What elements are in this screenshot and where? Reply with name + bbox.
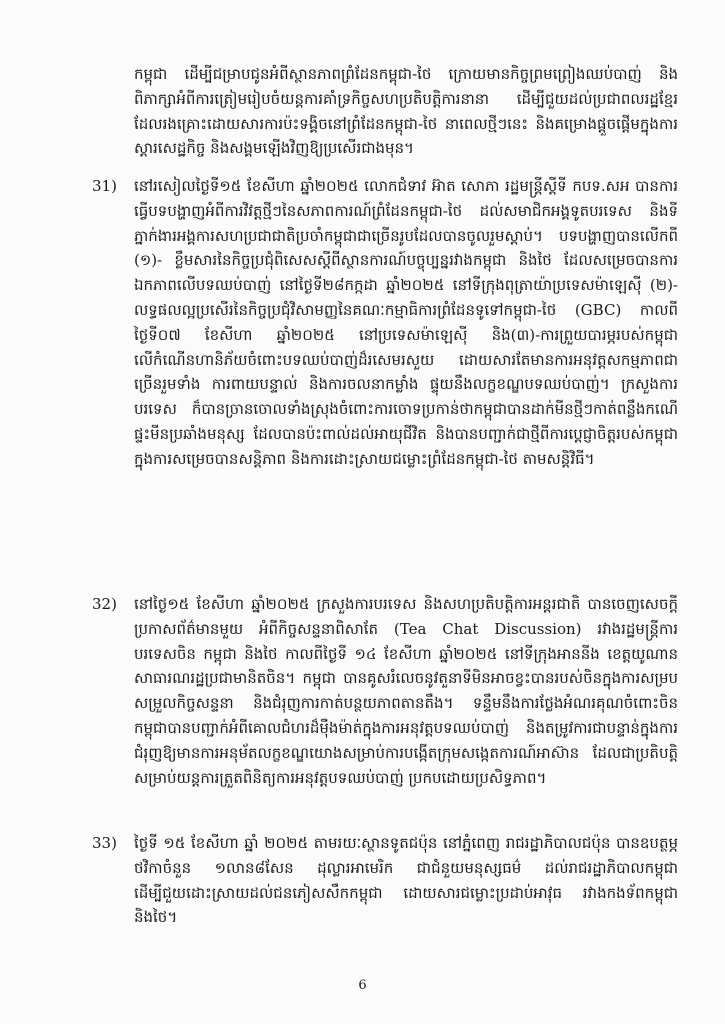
paragraph-number: 31) (92, 177, 117, 195)
page-number: 6 (358, 978, 367, 993)
paragraph-33: ថ្ងៃទី ១៥ ខែសីហា ឆ្នាំ ២០២៥ តាមរយៈស្ថានទូតជប៉ុន នៅភ្នំពេញ រាជរដ្ឋាភិបាលជប៉ុន បានឧបត្ថម្ភ ថវិកាចំនួន ១លាន៨សែន ដុល្លារអាមេរិក ជាជំនួយមនុស្សធម៌ ដល់រាជរដ្ឋាភិបាលកម្ពុជា ដើម្បីជួយដោះស្រាយដល់ជនភៀសសឹកកម្ពុជា ដោយសារជម្លោះប្រដាប់អាវុធ រវាងកងទ័ពកម្ពុជា និងថៃ។ (134, 834, 678, 927)
paragraph-number: 32) (92, 595, 117, 613)
paragraph-31: នៅរសៀលថ្ងៃទី១៥ ខែសីហា ឆ្នាំ២០២៥ លោកជំទាវ អ៊ាត សោភា រដ្ឋមន្ត្រីស្តីទី កបទ.សអ បានការធ្វើបទបង្ហាញអំពីការវិវត្តថ្មីៗនៃសភាពការណ៍ព្រំដែនកម្ពុជា-ថៃ ដល់សមាជិកអង្គទូតបរទេស និងទីភ្នាក់ងារអង្គការសហប្រជាជាតិប្រចាំកម្ពុជាជាច្រើនរូបដែលបានចូលរួមស្តាប់។ បទបង្ហាញបានលើកពី (១)- ខ្លឹមសារនៃកិច្ចប្រជុំពិសេសស្តីពីស្ថានការណ៍បច្ចុប្បន្នរវាងកម្ពុជា និងថៃ ដែលសម្រេចបានការឯកភាពលើបទឈប់បាញ់ នៅថ្ងៃទី២៨កក្កដា ឆ្នាំ២០២៥ នៅទីក្រុងពុត្រាយ៉ាប្រទេសម៉ាឡេស៊ី (២)-លទ្ធផលល្អប្រសើរនៃកិច្ចប្រជុំវិសាមញ្ញនៃគណៈកម្មាធិការព្រំដែនទូទៅកម្ពុជា-ថៃ (GBC) កាលពីថ្ងៃទី០៧ ខែសីហា ឆ្នាំ២០២៥ នៅប្រទេសម៉ាឡេស៊ី និង(៣)-ការព្រួយបារម្ភរបស់កម្ពុជាលើកំណើនហានិភ័យចំពោះបទឈប់បាញ់ដ៏រសេមរសួយ ដោយសារតែមានការអនុវត្តសកម្មភាពជាច្រើនរួមទាំង ការពាយបន្ទាល់ និងការចលនាកម្លាំង ផ្ទុយនឹងលក្ខខណ្ឌបទឈប់បាញ់។ ក្រសួងការបរទេស ក៏បានច្រានចោលទាំងស្រុងចំពោះការចោទប្រកាន់ថាកម្ពុជាបានដាក់មីនថ្មីៗកាត់ពន្លឹងកណើផ្ទះមីនប្រឆាំងមនុស្ស ដែលបានប៉ះពាល់ដល់អាយុជីវិត និងបានបញ្ជាក់ជាថ្មីពីការប្តេជ្ញាចិត្តរបស់កម្ពុជាក្នុងការសម្រេចបានសន្តិភាព និងការដោះស្រាយជម្លោះព្រំដែនកម្ពុជា-ថៃ តាមសន្តិវិធី។ (134, 177, 678, 468)
paragraph-32: នៅថ្ងៃ១៥ ខែសីហា ឆ្នាំ២០២៥ ក្រសួងការបរទេស និងសហប្រតិបត្តិការអន្តរជាតិ បានចេញសេចក្តីប្រកាសព័ត៌មានមួយ អំពីកិច្ចសន្ទនាពិសាតែ (Tea Chat Discussion) រវាងរដ្ឋមន្ត្រីការបរទេសចិន កម្ពុជា និងថៃ កាលពីថ្ងៃទី ១៤ ខែសីហា ឆ្នាំ២០២៥ នៅទីក្រុងអាននីង ខេត្តយូណាន សាធារណរដ្ឋប្រជាមានិតចិន។ កម្ពុជា បានគូសរំលេចនូវតួនាទីមិនអាចខ្វះបានរបស់ចិនក្នុងការសម្របសម្រួលកិច្ចសន្ទនា និងជំរុញការកាត់បន្ថយភាពតានតឹង។ ទន្ទឹមនឹងការថ្លែងអំណរគុណចំពោះចិន កម្ពុជាបានបញ្ជាក់អំពីគោលជំហរដ៏មុឺងម៉ាត់ក្នុងការអនុវត្តបទឈប់បាញ់ និងតម្រូវការជាបន្ទាន់ក្នុងការជំរុញឱ្យមានការអនុម័តលក្ខខណ្ឌយោងសម្រាប់ការបង្កើតក្រុមសង្កេតការណ៍អាស៊ាន ដែលជាប្រតិបត្តិសម្រាប់យន្តការត្រួតពិនិត្យការអនុវត្តបទឈប់បាញ់ ប្រកបដោយប្រសិទ្ធភាព។ (134, 595, 678, 787)
paragraph-intro: កម្ពុជា ដើម្បីជម្រាបជូនអំពីស្ថានភាពព្រំដែនកម្ពុជា-ថៃ ក្រោយមានកិច្ចព្រមព្រៀងឈប់បាញ់ និងពិភាក្សាអំពីការត្រៀមរៀបចំយន្តការគាំទ្រកិច្ចសហប្រតិបត្តិការនានា ដើម្បីជួយដល់ប្រជាពលរដ្ឋខ្មែរ ដែលរងគ្រោះដោយសារការប៉ះទង្គិចនៅព្រំដែនកម្ពុជា-ថៃ នាពេលថ្មីៗនេះ និងគម្រោងផ្តួចផ្តើមក្នុងការស្តារសេដ្ឋកិច្ច និងសង្គមឡើងវិញឱ្យប្រសើរជាងមុន។ (134, 65, 678, 158)
paragraph-number: 33) (92, 834, 117, 852)
